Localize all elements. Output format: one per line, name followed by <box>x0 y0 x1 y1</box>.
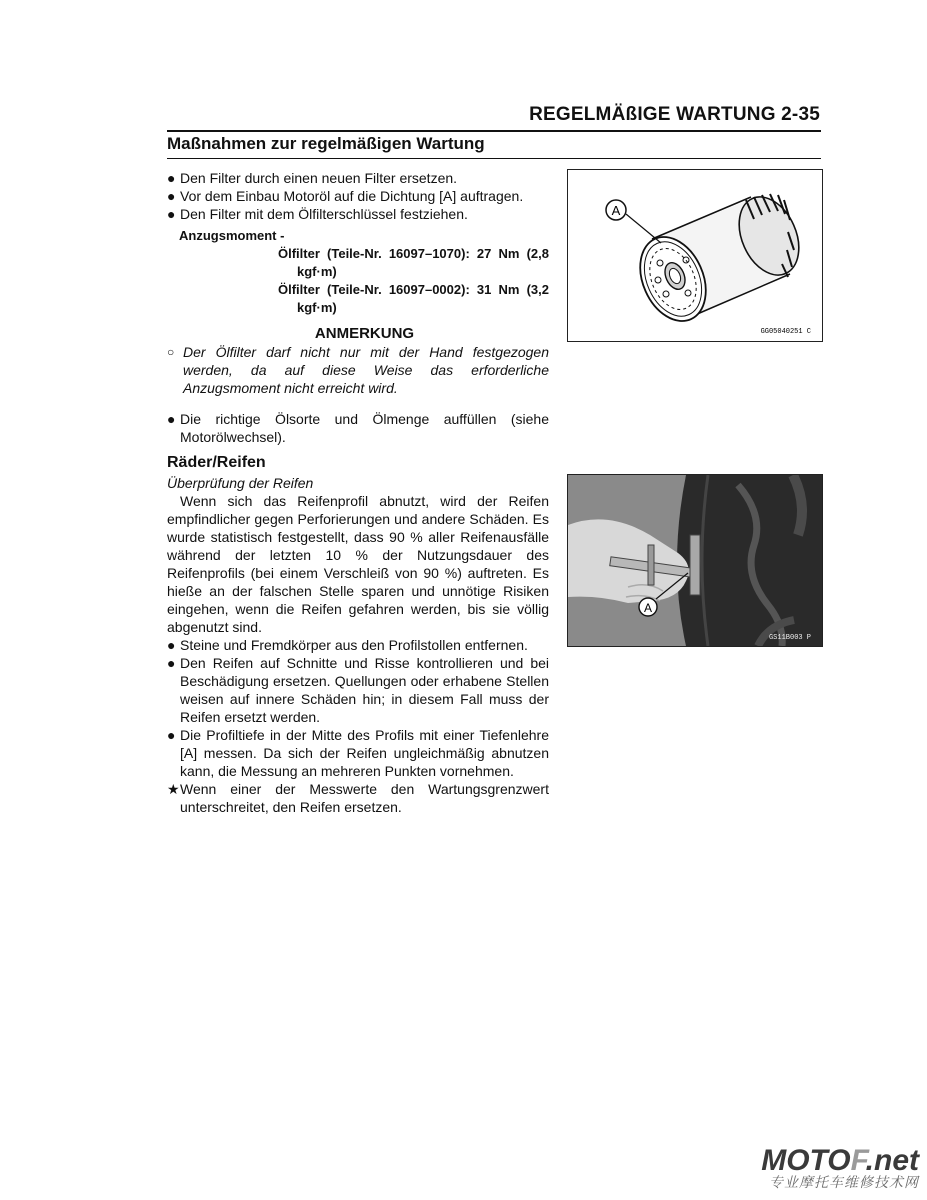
oil-filter-drawing <box>568 170 822 341</box>
tires-paragraph: Wenn sich das Reifenprofil abnutzt, wird der Reifen empfindlicher gegen Perforierungen und andere Schäden. Es wurde statistisch festgestellt, dass 90 % aller Reifenausfälle während der letzten 10 % der Nutzungsdauer des Reifenprofils (bei einem Verschleiß von 90 %) auftreten. Es hieße an der falschen Stelle sparen und unnötige Risiken eingehen, wenn die Reifen gefahren werden, bis sie völlig abgenutzt sind. <box>167 493 549 635</box>
callout-a-label: A <box>643 601 653 615</box>
bullet-icon: ● <box>167 206 176 222</box>
note-title: ANMERKUNG <box>314 325 415 342</box>
list-item <box>167 187 549 205</box>
torque-spec-line: Ölfilter (Teile-Nr. 16097–1070): 27 Nm (2,8 <box>278 246 549 261</box>
section-rule <box>167 158 821 159</box>
watermark-subtitle: 专业摩托车维修技术网 <box>769 1174 919 1190</box>
tire-gauge-figure <box>567 474 823 647</box>
tires-heading: Räder/Reifen <box>167 454 266 471</box>
step-text: Die Profiltiefe in der Mitte des Profils mit einer Tiefenlehre [A] messen. Da sich der Reifen ungleichmäßig abnutzen kann, die Messung an mehreren Punkten vornehmen. <box>180 727 549 779</box>
bullet-icon: ● <box>167 655 176 671</box>
bullet-icon: ● <box>167 170 176 186</box>
step-text: Den Reifen auf Schnitte und Risse kontrollieren und bei Beschädigung ersetzen. Quellungen oder erhabene Stellen weisen auf innere Schäden hin; in diesem Fall muss der Reifen ersetzt werden. <box>180 655 549 725</box>
step-text: Den Filter mit dem Ölfilterschlüssel festziehen. <box>180 206 468 222</box>
step-text: Die richtige Ölsorte und Ölmenge auffüllen (siehe Motorölwechsel). <box>180 411 549 445</box>
torque-spec <box>167 245 549 281</box>
step-text: Wenn einer der Messwerte den Wartungsgrenzwert unterschreitet, den Reifen ersetzen. <box>180 781 549 815</box>
list-item <box>167 726 549 780</box>
note <box>167 343 549 397</box>
watermark-brand-suffix: .net <box>865 1144 919 1177</box>
tires-subheading: Überprüfung der Reifen <box>167 475 314 491</box>
step-text: Vor dem Einbau Motoröl auf die Dichtung [A] auftragen. <box>180 188 524 204</box>
watermark <box>761 1144 919 1192</box>
torque-spec-unit: kgf·m) <box>297 264 337 279</box>
list-item <box>167 780 549 816</box>
bullet-icon: ● <box>167 727 176 743</box>
list-item <box>167 410 549 446</box>
step-text: Den Filter durch einen neuen Filter ersetzen. <box>180 170 458 186</box>
bullet-icon: ● <box>167 637 176 653</box>
section-title: Maßnahmen zur regelmäßigen Wartung <box>167 134 485 153</box>
callout-a-label: A <box>611 203 621 218</box>
tire-gauge-photo <box>568 475 822 646</box>
note-marker-icon: ○ <box>167 345 175 359</box>
list-item <box>167 205 549 223</box>
star-icon: ★ <box>167 781 180 797</box>
bullet-icon: ● <box>167 411 176 427</box>
page-header: REGELMÄßIGE WARTUNG 2-35 <box>529 104 820 125</box>
oil-filter-figure <box>567 169 823 342</box>
torque-spec-unit: kgf·m) <box>297 300 337 315</box>
figure-code: GG05040251 C <box>760 328 811 336</box>
step-text: Steine und Fremdkörper aus den Profilstollen entfernen. <box>180 637 528 653</box>
torque-label: Anzugsmoment - <box>179 228 285 243</box>
list-item <box>167 169 549 187</box>
bullet-icon: ● <box>167 188 176 204</box>
note-text: Der Ölfilter darf nicht nur mit der Hand festgezogen werden, da auf diese Weise das erforderliche Anzugsmoment nicht erreicht wird. <box>183 344 549 396</box>
header-rule <box>167 130 821 132</box>
list-item <box>167 654 549 726</box>
tires-column <box>167 454 549 816</box>
watermark-brand-main: MOTO <box>761 1144 851 1177</box>
torque-spec-line: Ölfilter (Teile-Nr. 16097–0002): 31 Nm (3,2 <box>278 282 549 297</box>
torque-spec <box>167 281 549 317</box>
oil-filter-column <box>167 169 549 446</box>
list-item <box>167 636 549 654</box>
figure-code: GS11B003 P <box>768 634 811 642</box>
watermark-brand-accent: F <box>850 1144 866 1177</box>
